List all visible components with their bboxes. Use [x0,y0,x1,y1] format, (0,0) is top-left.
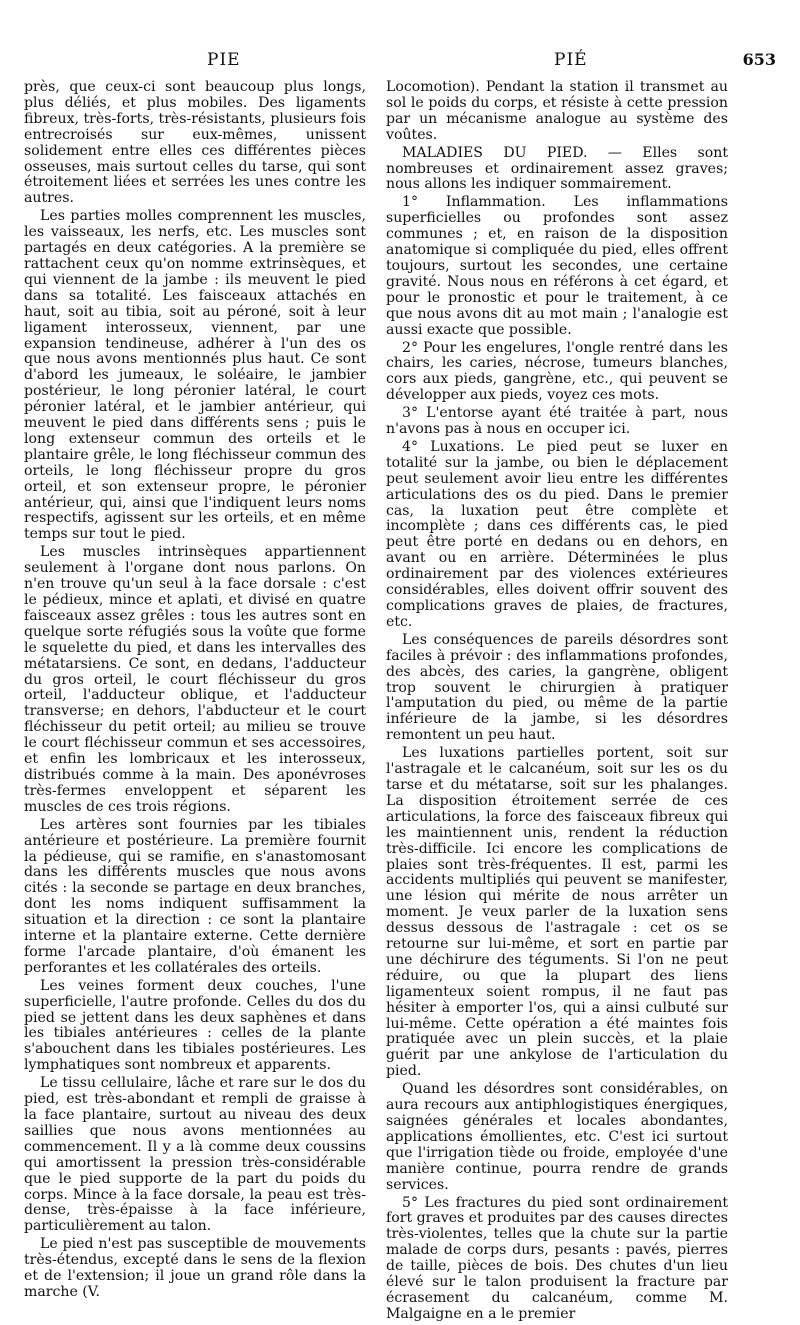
paragraph: Les luxations partielles portent, soit sur l'astragale et le calcanéum, soit sur les os du tarse et du métatarse, soit sur les phalanges. La disposition étroitement serrée de ces articulations, la force des faisceaux fibreux qui les maintiennent unis, rendent la réduction très-difficile. Ici encore les complications de plaies sont très-fréquentes. Il est, parmi les accidents multipliés qui peuvent se manifester, une lésion qui mérite de nous arrêter un moment. Je veux parler de la luxation sens dessus dessous de l'astragale : cet os se retourne sur lui-même, et sort en partie par une déchirure des téguments. Si l'on ne peut réduire, ou que la plupart des liens ligamenteux soient rompus, il ne faut pas hésiter à emporter l'os, qui a ainsi culbuté sur lui-même. Cette opération a été maintes fois pratiquée avec un plein succès, et la plaie guérit par une ankylose de l'articulation du pied. [386,745,728,1080]
paragraph: Les artères sont fournies par les tibiales antérieure et postérieure. La première fournit la pédieuse, qui se ramifie, en s'anastomosant dans les différents muscles que nous avons cités : la seconde se partage en deux branches, dont les noms indiquent suffisamment la situation et la direction : ce sont la plantaire interne et la plantaire externe. Cette dernière forme l'arcade plantaire, d'où émanent les perforantes et les collatérales des orteils. [24,816,366,976]
paragraph: Les veines forment deux couches, l'une superficielle, l'autre profonde. Celles du dos du pied se jettent dans les deux saphènes et dans les tibiales antérieures : celles de la plante s'abouchent dans les tibiales postérieures. Les lymphatiques sont nombreux et apparents. [24,977,366,1074]
page-number: 653 [742,50,776,69]
paragraph: 3° L'entorse ayant été traitée à part, nous n'avons pas à nous en occuper ici. [386,405,728,438]
paragraph: Quand les désordres sont considérables, on aura recours aux antiphlogistiques énergiques, saignées générales et locales abondantes, applications émollientes, etc. C'est ici surtout que l'irrigation tiède ou froide, employée d'une manière continue, pourra rendre de grands services. [386,1081,728,1193]
right-column [386,80,728,1325]
paragraph: 4° Luxations. Le pied peut se luxer en totalité sur la jambe, ou bien le déplacement peut seulement avoir lieu entre les différentes articulations des os du pied. Dans le premier cas, la luxation peut être complète et incomplète ; dans ces différents cas, le pied peut être porté en dedans ou en dehors, en avant ou en arrière. Déterminées le plus ordinairement par des violences extérieures considérables, elles doivent offrir souvent des complications graves de plaies, de fractures, etc. [386,438,728,630]
running-title-center: PIÉ [554,50,588,70]
paragraph: Les parties molles comprennent les muscles, les vaisseaux, les nerfs, etc. Les muscles sont partagés en deux catégories. A la première se rattachent ceux qu'on nomme extrinsèques, et qui viennent de la jambe : ils meuvent le pied dans sa totalité. Les faisceaux attachés en haut, soit au tibia, soit au péroné, soit à leur ligament interosseux, viennent, par une expansion tendineuse, adhérer à l'un des os que nous avons mentionnés plus haut. Ce sont d'abord les jumeaux, le soléaire, le jambier postérieur, le long péronier latéral, le court péronier latéral, et le jambier antérieur, qui meuvent le pied dans différents sens ; puis le long extenseur commun des orteils et le plantaire grêle, le long fléchisseur commun des orteils, le long fléchisseur propre du gros orteil, et son extenseur propre, le péronier antérieur, qui, ainsi que l'indiquent leurs noms respectifs, agissent sur les orteils, et en même temps sur tout le pied. [24,208,366,543]
paragraph: 5° Les fractures du pied sont ordinairement fort graves et produites par des causes directes très-violentes, telles que la chute sur la partie malade de corps durs, pesants : pavés, pierres de taille, pièces de bois. Des chutes d'un lieu élevé sur le talon produisent la fracture par écrasement du calcanéum, comme M. Malgaigne en a le premier [386,1194,728,1322]
running-title-left: PIE [207,50,241,70]
paragraph: 2° Pour les engelures, l'ongle rentré dans les chairs, les caries, nécrose, tumeurs blanches, cors aux pieds, gangrène, etc., qui peuvent se développer aux pieds, voyez ces mots. [386,339,728,404]
paragraph: 1° Inflammation. Les inflammations superficielles ou profondes sont assez communes ; et, en raison de la disposition anatomique si compliquée du pied, elles offrent toujours, surtout les secondes, une certaine gravité. Nous nous en référons à cet égard, et pour le pronostic et pour le traitement, à ce que nous avons dit au mot main ; l'analogie est aussi exacte que possible. [386,194,728,338]
paragraph: Le pied n'est pas susceptible de mouvements très-étendus, excepté dans le sens de la flexion et de l'extension; il joue un grand rôle dans la marche (V. [24,1236,366,1300]
paragraph: Locomotion). Pendant la station il transmet au sol le poids du corps, et résiste à cette pression par un mécanisme analogue au système des voûtes. [386,79,728,143]
paragraph: Les conséquences de pareils désordres sont faciles à prévoir : des inflammations profondes, des abcès, des caries, la gangrène, obligent trop souvent le chirurgien à pratiquer l'amputation du pied, ou même de la partie inférieure de la jambe, si les désordres remontent un peu haut. [386,631,728,744]
page-header [24,50,776,74]
paragraph: Le tissu cellulaire, lâche et rare sur le dos du pied, est très-abondant et rempli de graisse à la face plantaire, surtout au niveau des deux saillies que nous avons mentionnées au commencement. Il y a là comme deux coussins qui amortissent la pression très-considérable que le pied supporte de la part du poids du corps. Mince à la face dorsale, la peau est très-dense, très-épaisse à la face inférieure, particulièrement au talon. [24,1075,366,1235]
left-column [24,80,366,1303]
section-heading-paragraph: MALADIES DU PIED. — Elles sont nombreuses et ordinairement assez graves; nous allons les indiquer sommairement. [386,144,728,193]
paragraph: près, que ceux-ci sont beaucoup plus longs, plus déliés, et plus mobiles. Des ligaments fibreux, très-forts, très-résistants, plusieurs fois entrecroisés sur eux-mêmes, unissent solidement entre elles ces différentes pièces osseuses, mais surtout celles du tarse, qui sont étroitement liées et serrées les unes contre les autres. [24,79,366,207]
paragraph: Les muscles intrinsèques appartiennent seulement à l'organe dont nous parlons. On n'en trouve qu'un seul à la face dorsale : c'est le pédieux, mince et aplati, et divisé en quatre faisceaux assez grêles : tous les autres sont en quelque sorte réfugiés sous la voûte que forme le squelette du pied, et dans les intervalles des métatarsiens. Ce sont, en dedans, l'adducteur du gros orteil, le court fléchisseur du gros orteil, l'adducteur oblique, et l'adducteur transverse; en dehors, l'abducteur et le court fléchisseur du petit orteil; au milieu se trouve le court fléchisseur commun et ses accessoires, et enfin les lombricaux et les interosseux, distribués comme à la main. Des aponévroses très-fermes enveloppent et séparent les muscles de ces trois régions. [24,544,366,815]
